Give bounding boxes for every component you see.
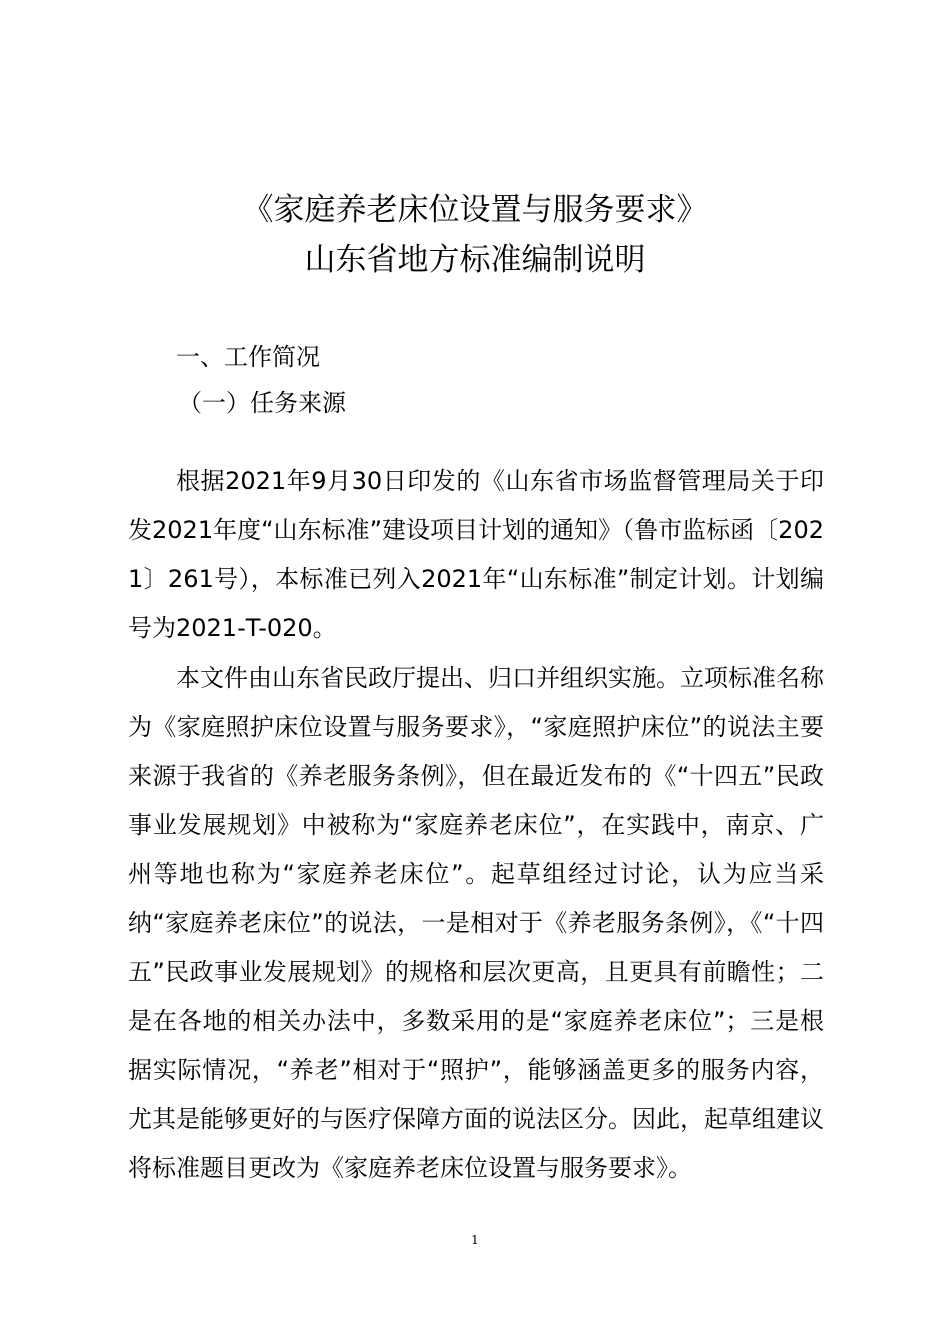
document-title-line-2: 山东省地方标准编制说明	[304, 242, 646, 278]
paragraph-naming-rationale: 本文件由山东省民政厅提出、归口并组织实施。立项标准名称为《家庭照护床位设置与服务要求》，“家庭照护床位”的说法主要来源于我省的《养老服务条例》，但在最近发布的《“十四五”民政事业发展规划》中被称为“家庭养老床位”，在实践中，南京、广州等地也称为“家庭养老床位”。起草组经过讨论，认为应当采纳“家庭养老床位”的说法，一是相对于《养老服务条例》，《“十四五”民政事业发展规划》的规格和层次更高，且更具有前瞻性；二是在各地的相关办法中，多数采用的是“家庭养老床位”；三是根据实际情况，“养老”相对于“照护”，能够涵盖更多的服务内容，尤其是能够更好的与医疗保障方面的说法区分。因此，起草组建议将标准题目更改为《家庭养老床位设置与服务要求》。	[128, 664, 824, 1182]
document-title-line-1: 《家庭养老床位设置与服务要求》	[242, 192, 708, 228]
section-heading: 一、工作简况	[176, 343, 320, 371]
paragraph-task-source: 根据2021年9月30日印发的《山东省市场监督管理局关于印发2021年度“山东标准”建设项目计划的通知》（鲁市监标函〔2021〕261号），本标准已列入2021年“山东标准”制定计划。计划编号为2021-T-020。	[128, 467, 824, 642]
subsection-heading: （一）任务来源	[178, 389, 346, 417]
page-number: 1	[471, 1233, 479, 1247]
